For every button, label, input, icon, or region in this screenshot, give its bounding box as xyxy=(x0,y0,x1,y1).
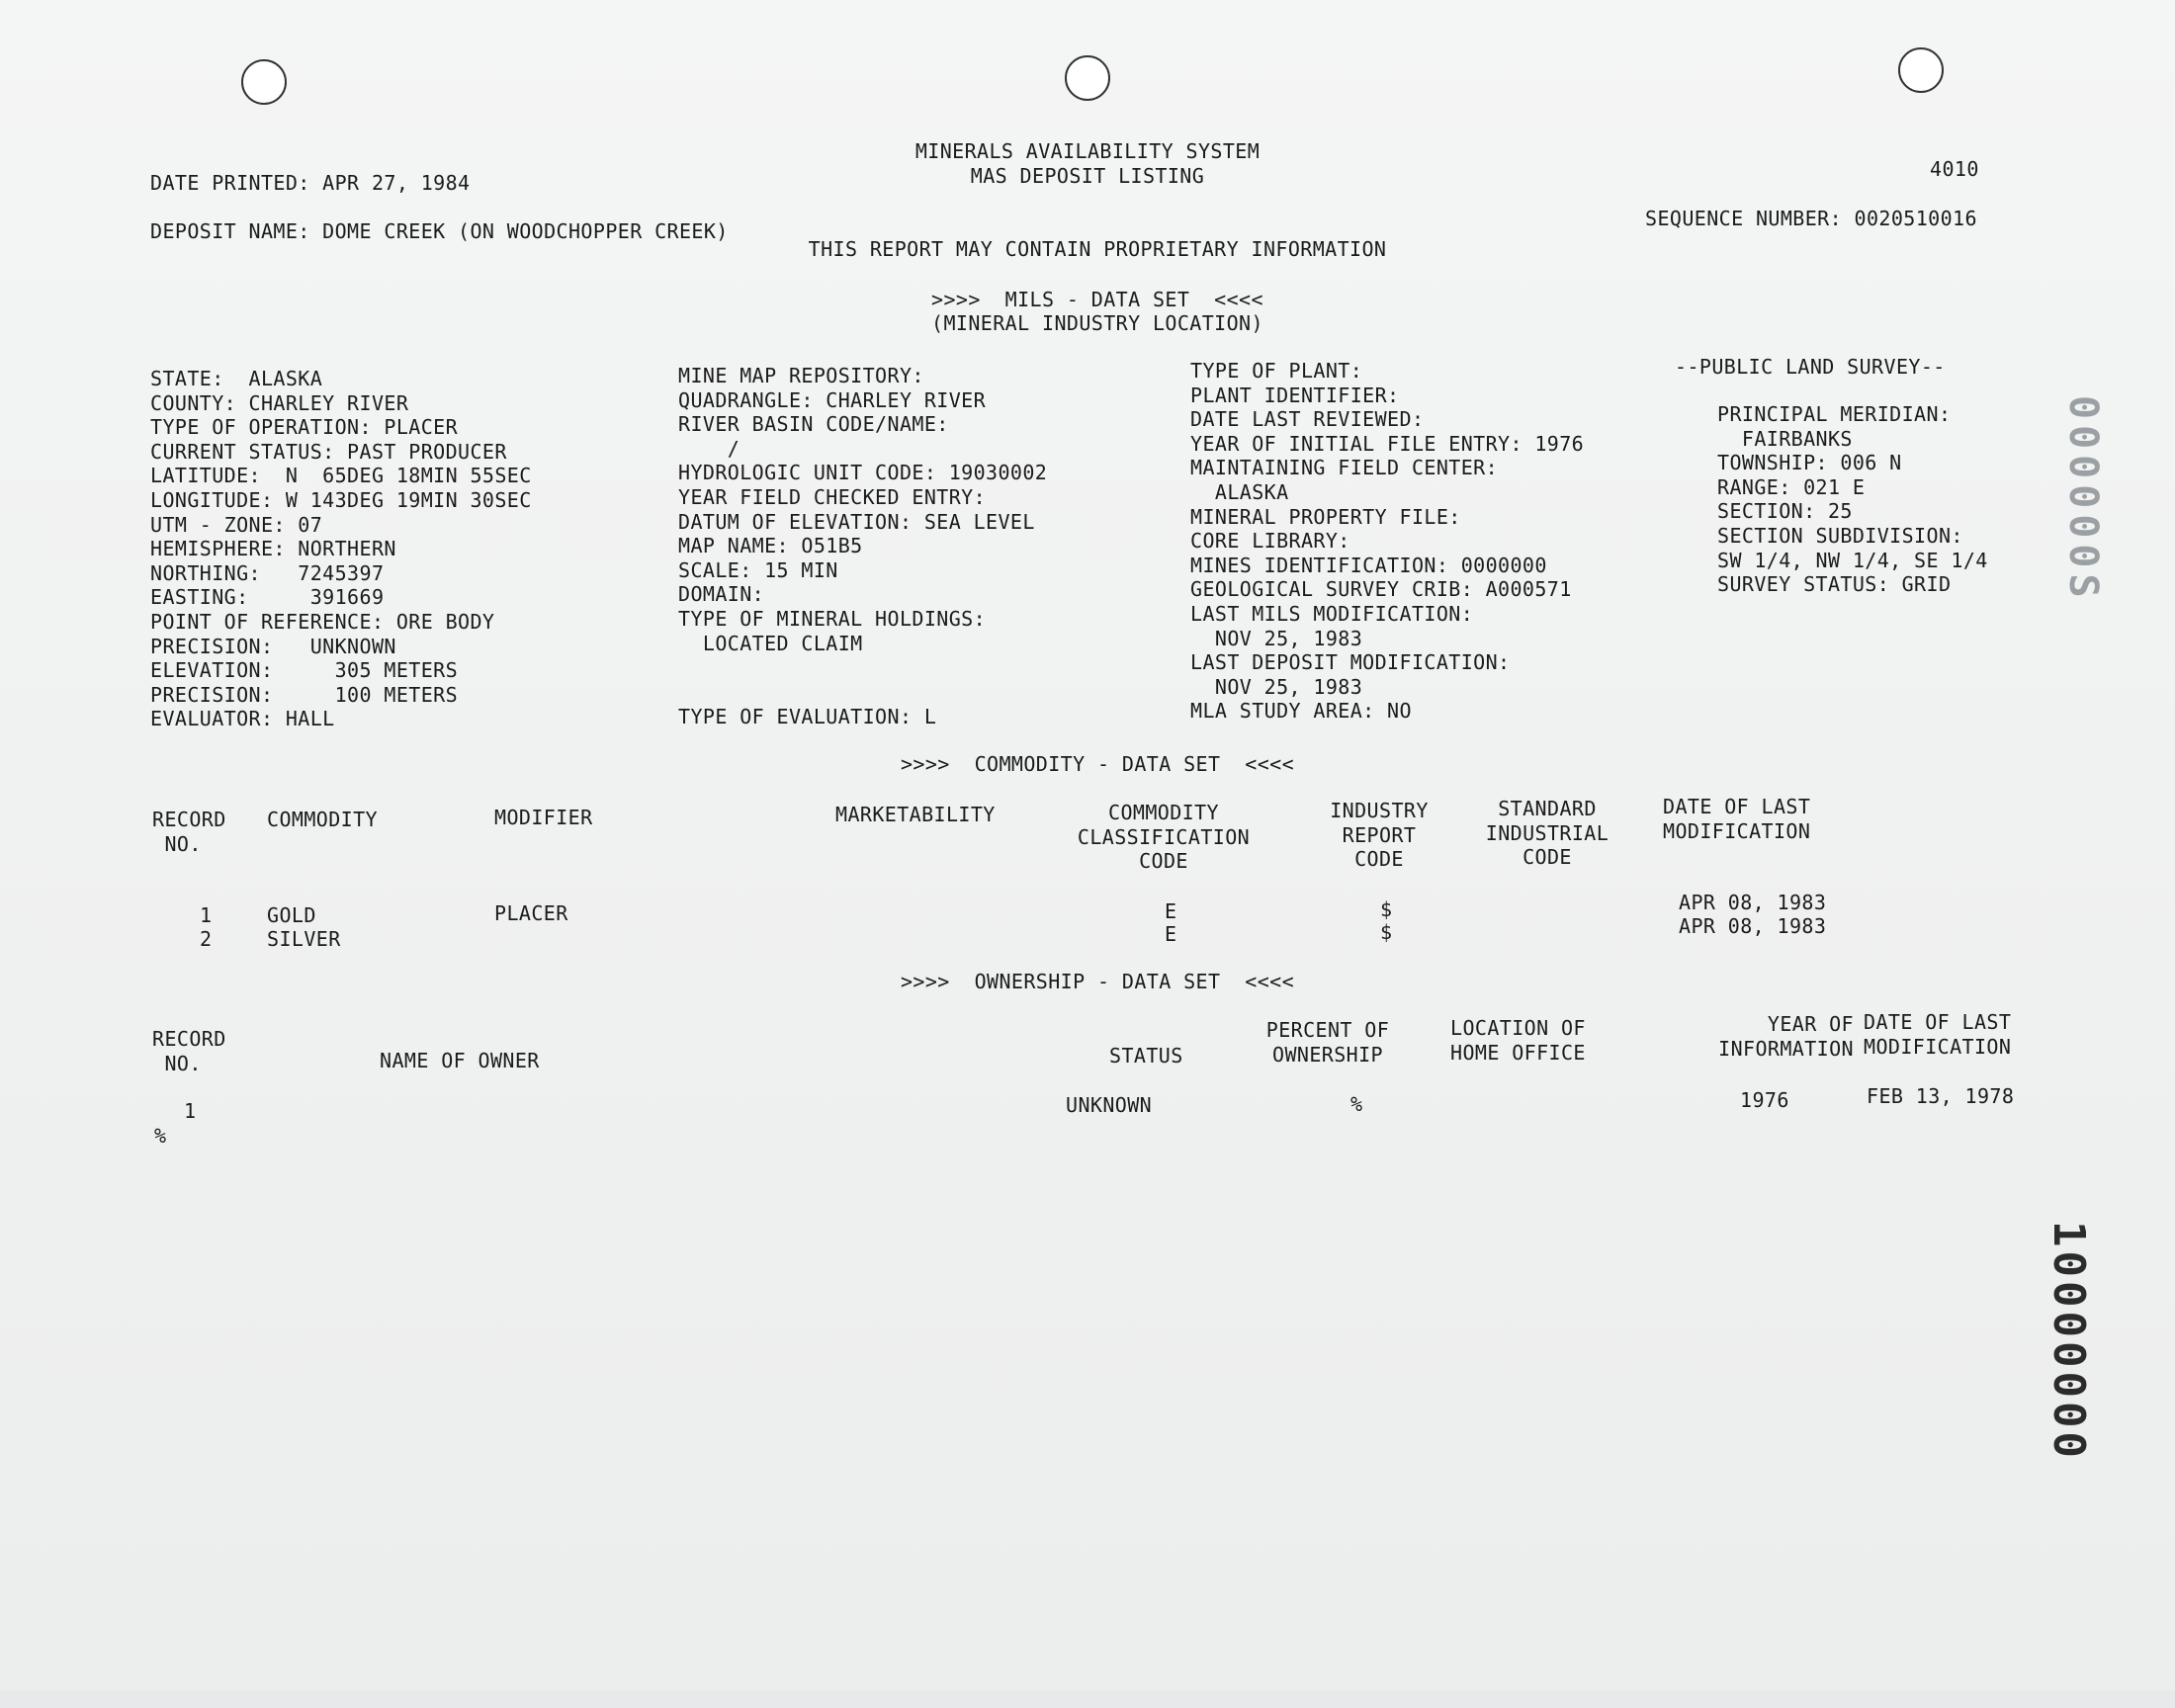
field-principal-meridian: PRINCIPAL MERIDIAN: xyxy=(1717,402,1952,426)
field-type-of-evaluation: TYPE OF EVALUATION: L xyxy=(678,705,937,728)
field-hemisphere: HEMISPHERE: NORTHERN xyxy=(150,537,396,561)
punch-hole-right xyxy=(1898,47,1944,93)
field-last-deposit-modification-value: NOV 25, 1983 xyxy=(1190,674,1363,699)
ownership-percent: % xyxy=(1350,1092,1363,1116)
ownership-header-location: LOCATION OF HOME OFFICE xyxy=(1450,1016,1586,1065)
commodity-classification-code: E xyxy=(1165,922,1177,946)
mils-file-column xyxy=(1190,359,1584,724)
mils-section-title: >>>> MILS - DATA SET <<<< xyxy=(931,288,1263,311)
commodity-section-title: >>>> COMMODITY - DATA SET <<<< xyxy=(900,752,1295,776)
commodity-header-sic: STANDARD INDUSTRIAL CODE xyxy=(1485,797,1610,870)
commodity-header-commodity: COMMODITY xyxy=(267,808,378,831)
commodity-date: APR 08, 1983 xyxy=(1679,914,1827,938)
field-last-mils-modification-value: NOV 25, 1983 xyxy=(1190,626,1363,650)
commodity-header-industry: INDUSTRY REPORT CODE xyxy=(1330,799,1429,872)
date-printed: DATE PRINTED: APR 27, 1984 xyxy=(150,171,471,195)
field-scale: SCALE: 15 MIN xyxy=(678,557,838,582)
field-mla-study-area: MLA STUDY AREA: NO xyxy=(1190,699,1412,724)
commodity-header-date: DATE OF LAST MODIFICATION xyxy=(1663,795,1811,843)
field-last-mils-modification: LAST MILS MODIFICATION: xyxy=(1190,601,1474,626)
field-township: TOWNSHIP: 006 N xyxy=(1717,451,1902,475)
field-geological-survey-crib: GEOLOGICAL SURVEY CRIB: A000571 xyxy=(1190,577,1572,602)
commodity-header-classification: COMMODITY CLASSIFICATION CODE xyxy=(1077,801,1251,874)
field-river-basin: RIVER BASIN CODE/NAME: xyxy=(678,412,949,437)
field-mines-identification: MINES IDENTIFICATION: 0000000 xyxy=(1190,553,1547,577)
field-longitude: LONGITUDE: W 143DEG 19MIN 30SEC xyxy=(150,487,532,512)
field-section: SECTION: 25 xyxy=(1717,499,1853,524)
commodity-industry-code: $ xyxy=(1380,897,1393,921)
system-title: MINERALS AVAILABILITY SYSTEM xyxy=(914,139,1261,163)
ownership-date: FEB 13, 1978 xyxy=(1867,1084,2015,1108)
field-last-deposit-modification: LAST DEPOSIT MODIFICATION: xyxy=(1190,650,1511,675)
commodity-modifier: PLACER xyxy=(494,901,568,925)
field-current-status: CURRENT STATUS: PAST PRODUCER xyxy=(150,439,507,464)
commodity-name: SILVER xyxy=(267,927,341,951)
field-survey-status: SURVEY STATUS: GRID xyxy=(1717,572,1952,597)
commodity-record-no: 1 xyxy=(200,903,213,927)
field-mineral-property-file: MINERAL PROPERTY FILE: xyxy=(1190,504,1461,529)
field-domain: DOMAIN: xyxy=(678,582,765,607)
field-point-of-reference: POINT OF REFERENCE: ORE BODY xyxy=(150,609,495,634)
proprietary-notice: THIS REPORT MAY CONTAIN PROPRIETARY INFORMATION xyxy=(808,237,1387,261)
commodity-industry-code: $ xyxy=(1380,920,1393,944)
commodity-header-modifier: MODIFIER xyxy=(494,806,593,829)
listing-title: MAS DEPOSIT LISTING xyxy=(970,164,1205,188)
page-code: 4010 xyxy=(1930,157,1979,181)
field-utm-zone: UTM - ZONE: 07 xyxy=(150,512,323,537)
field-plant-identifier: PLANT IDENTIFIER: xyxy=(1190,383,1400,407)
ownership-header-year: YEAR OF INFORMATION xyxy=(1718,1012,1854,1061)
field-hydrologic-unit-code: HYDROLOGIC UNIT CODE: 19030002 xyxy=(678,461,1048,485)
plss-title: --PUBLIC LAND SURVEY-- xyxy=(1675,355,1946,379)
deposit-name: DEPOSIT NAME: DOME CREEK (ON WOODCHOPPER CREEK) xyxy=(150,219,729,243)
ownership-header-percent: PERCENT OF OWNERSHIP xyxy=(1265,1018,1390,1067)
field-maintaining-field-center: MAINTAINING FIELD CENTER: xyxy=(1190,456,1499,480)
commodity-classification-code: E xyxy=(1165,899,1177,923)
field-northing: NORTHING: 7245397 xyxy=(150,560,385,585)
field-range: RANGE: 021 E xyxy=(1717,474,1866,499)
field-map-name: MAP NAME: O51B5 xyxy=(678,534,863,558)
field-section-subdivision: SECTION SUBDIVISION: xyxy=(1717,523,1963,548)
ownership-header-status: STATUS xyxy=(1109,1044,1183,1068)
field-elevation: ELEVATION: 305 METERS xyxy=(150,658,459,683)
ownership-header-record: RECORD NO. xyxy=(152,1027,226,1075)
field-field-center-value: ALASKA xyxy=(1190,479,1289,504)
field-state: STATE: ALASKA xyxy=(150,367,323,390)
side-stamp-faded: 000000S xyxy=(2060,395,2106,604)
punch-hole-left xyxy=(241,59,287,105)
field-principal-meridian-value: FAIRBANKS xyxy=(1717,426,1853,451)
ownership-record-no: 1 xyxy=(184,1099,197,1123)
field-section-subdivision-value: SW 1/4, NW 1/4, SE 1/4 xyxy=(1717,548,1988,572)
mils-map-column xyxy=(678,364,1047,655)
field-type-of-mineral-holdings: TYPE OF MINERAL HOLDINGS: xyxy=(678,606,987,631)
plss-column xyxy=(1717,402,1988,597)
ownership-year: 1976 xyxy=(1740,1088,1789,1112)
field-county: COUNTY: CHARLEY RIVER xyxy=(150,390,409,415)
ownership-section-title: >>>> OWNERSHIP - DATA SET <<<< xyxy=(900,970,1295,993)
field-datum-of-elevation: DATUM OF ELEVATION: SEA LEVEL xyxy=(678,509,1035,534)
commodity-date: APR 08, 1983 xyxy=(1679,891,1827,914)
commodity-header-marketability: MARKETABILITY xyxy=(835,803,996,826)
field-type-of-plant: TYPE OF PLANT: xyxy=(1190,359,1363,383)
ownership-header-name: NAME OF OWNER xyxy=(380,1049,540,1072)
mils-section-subtitle: (MINERAL INDUSTRY LOCATION) xyxy=(931,311,1263,335)
side-stamp-bold: 10000000 xyxy=(2044,1221,2094,1462)
field-easting: EASTING: 391669 xyxy=(150,585,385,610)
ownership-status: UNKNOWN xyxy=(1066,1093,1153,1117)
field-precision-elevation: PRECISION: 100 METERS xyxy=(150,682,459,707)
commodity-name: GOLD xyxy=(267,903,316,927)
sequence-number: SEQUENCE NUMBER: 0020510016 xyxy=(1645,207,1977,230)
commodity-record-no: 2 xyxy=(200,927,213,951)
field-year-initial-file-entry: YEAR OF INITIAL FILE ENTRY: 1976 xyxy=(1190,431,1585,456)
ownership-header-date: DATE OF LAST MODIFICATION xyxy=(1864,1010,2012,1059)
field-precision-location: PRECISION: UNKNOWN xyxy=(150,634,396,658)
field-evaluator: EVALUATOR: HALL xyxy=(150,707,335,731)
field-core-library: CORE LIBRARY: xyxy=(1190,529,1350,554)
commodity-header-record: RECORD NO. xyxy=(152,808,226,856)
mils-location-column xyxy=(150,367,532,731)
field-latitude: LATITUDE: N 65DEG 18MIN 55SEC xyxy=(150,464,532,488)
ownership-trailing-mark: % xyxy=(154,1124,167,1148)
field-river-basin-value: / xyxy=(678,436,740,461)
field-mine-map-repository: MINE MAP REPOSITORY: xyxy=(678,364,924,387)
field-year-field-checked: YEAR FIELD CHECKED ENTRY: xyxy=(678,484,987,509)
field-type-of-operation: TYPE OF OPERATION: PLACER xyxy=(150,415,459,440)
field-date-last-reviewed: DATE LAST REVIEWED: xyxy=(1190,407,1425,432)
field-quadrangle: QUADRANGLE: CHARLEY RIVER xyxy=(678,387,987,412)
punch-hole-center xyxy=(1065,55,1110,101)
field-mineral-holdings-value: LOCATED CLAIM xyxy=(678,631,863,655)
